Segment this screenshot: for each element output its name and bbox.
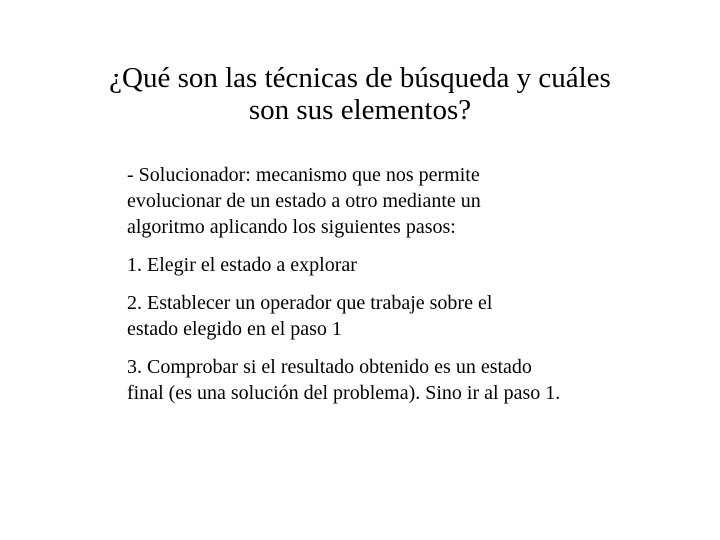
title-line: son sus elementos? [248,94,472,126]
paragraph-solucionador [127,162,687,240]
paragraph-step-2 [127,290,687,342]
text-line: 1. Elegir el estado a explorar [127,254,357,276]
slide-title [60,62,660,126]
text-line: algoritmo aplicando los siguientes pasos: [127,216,456,238]
title-line: ¿Qué son las técnicas de búsqueda y cuáles [109,62,611,94]
text-line: evolucionar de un estado a otro mediante un [127,190,481,212]
paragraph-step-3 [127,354,687,406]
text-line: 3. Comprobar si el resultado obtenido es un estado [127,356,532,378]
text-line: final (es una solución del problema). Sino ir al paso 1. [127,382,561,404]
text-line: - Solucionador: mecanismo que nos permite [127,164,480,186]
text-line: estado elegido en el paso 1 [127,318,342,340]
slide-body [127,162,687,418]
text-line: 2. Establecer un operador que trabaje sobre el [127,292,493,314]
paragraph-step-1 [127,252,687,278]
